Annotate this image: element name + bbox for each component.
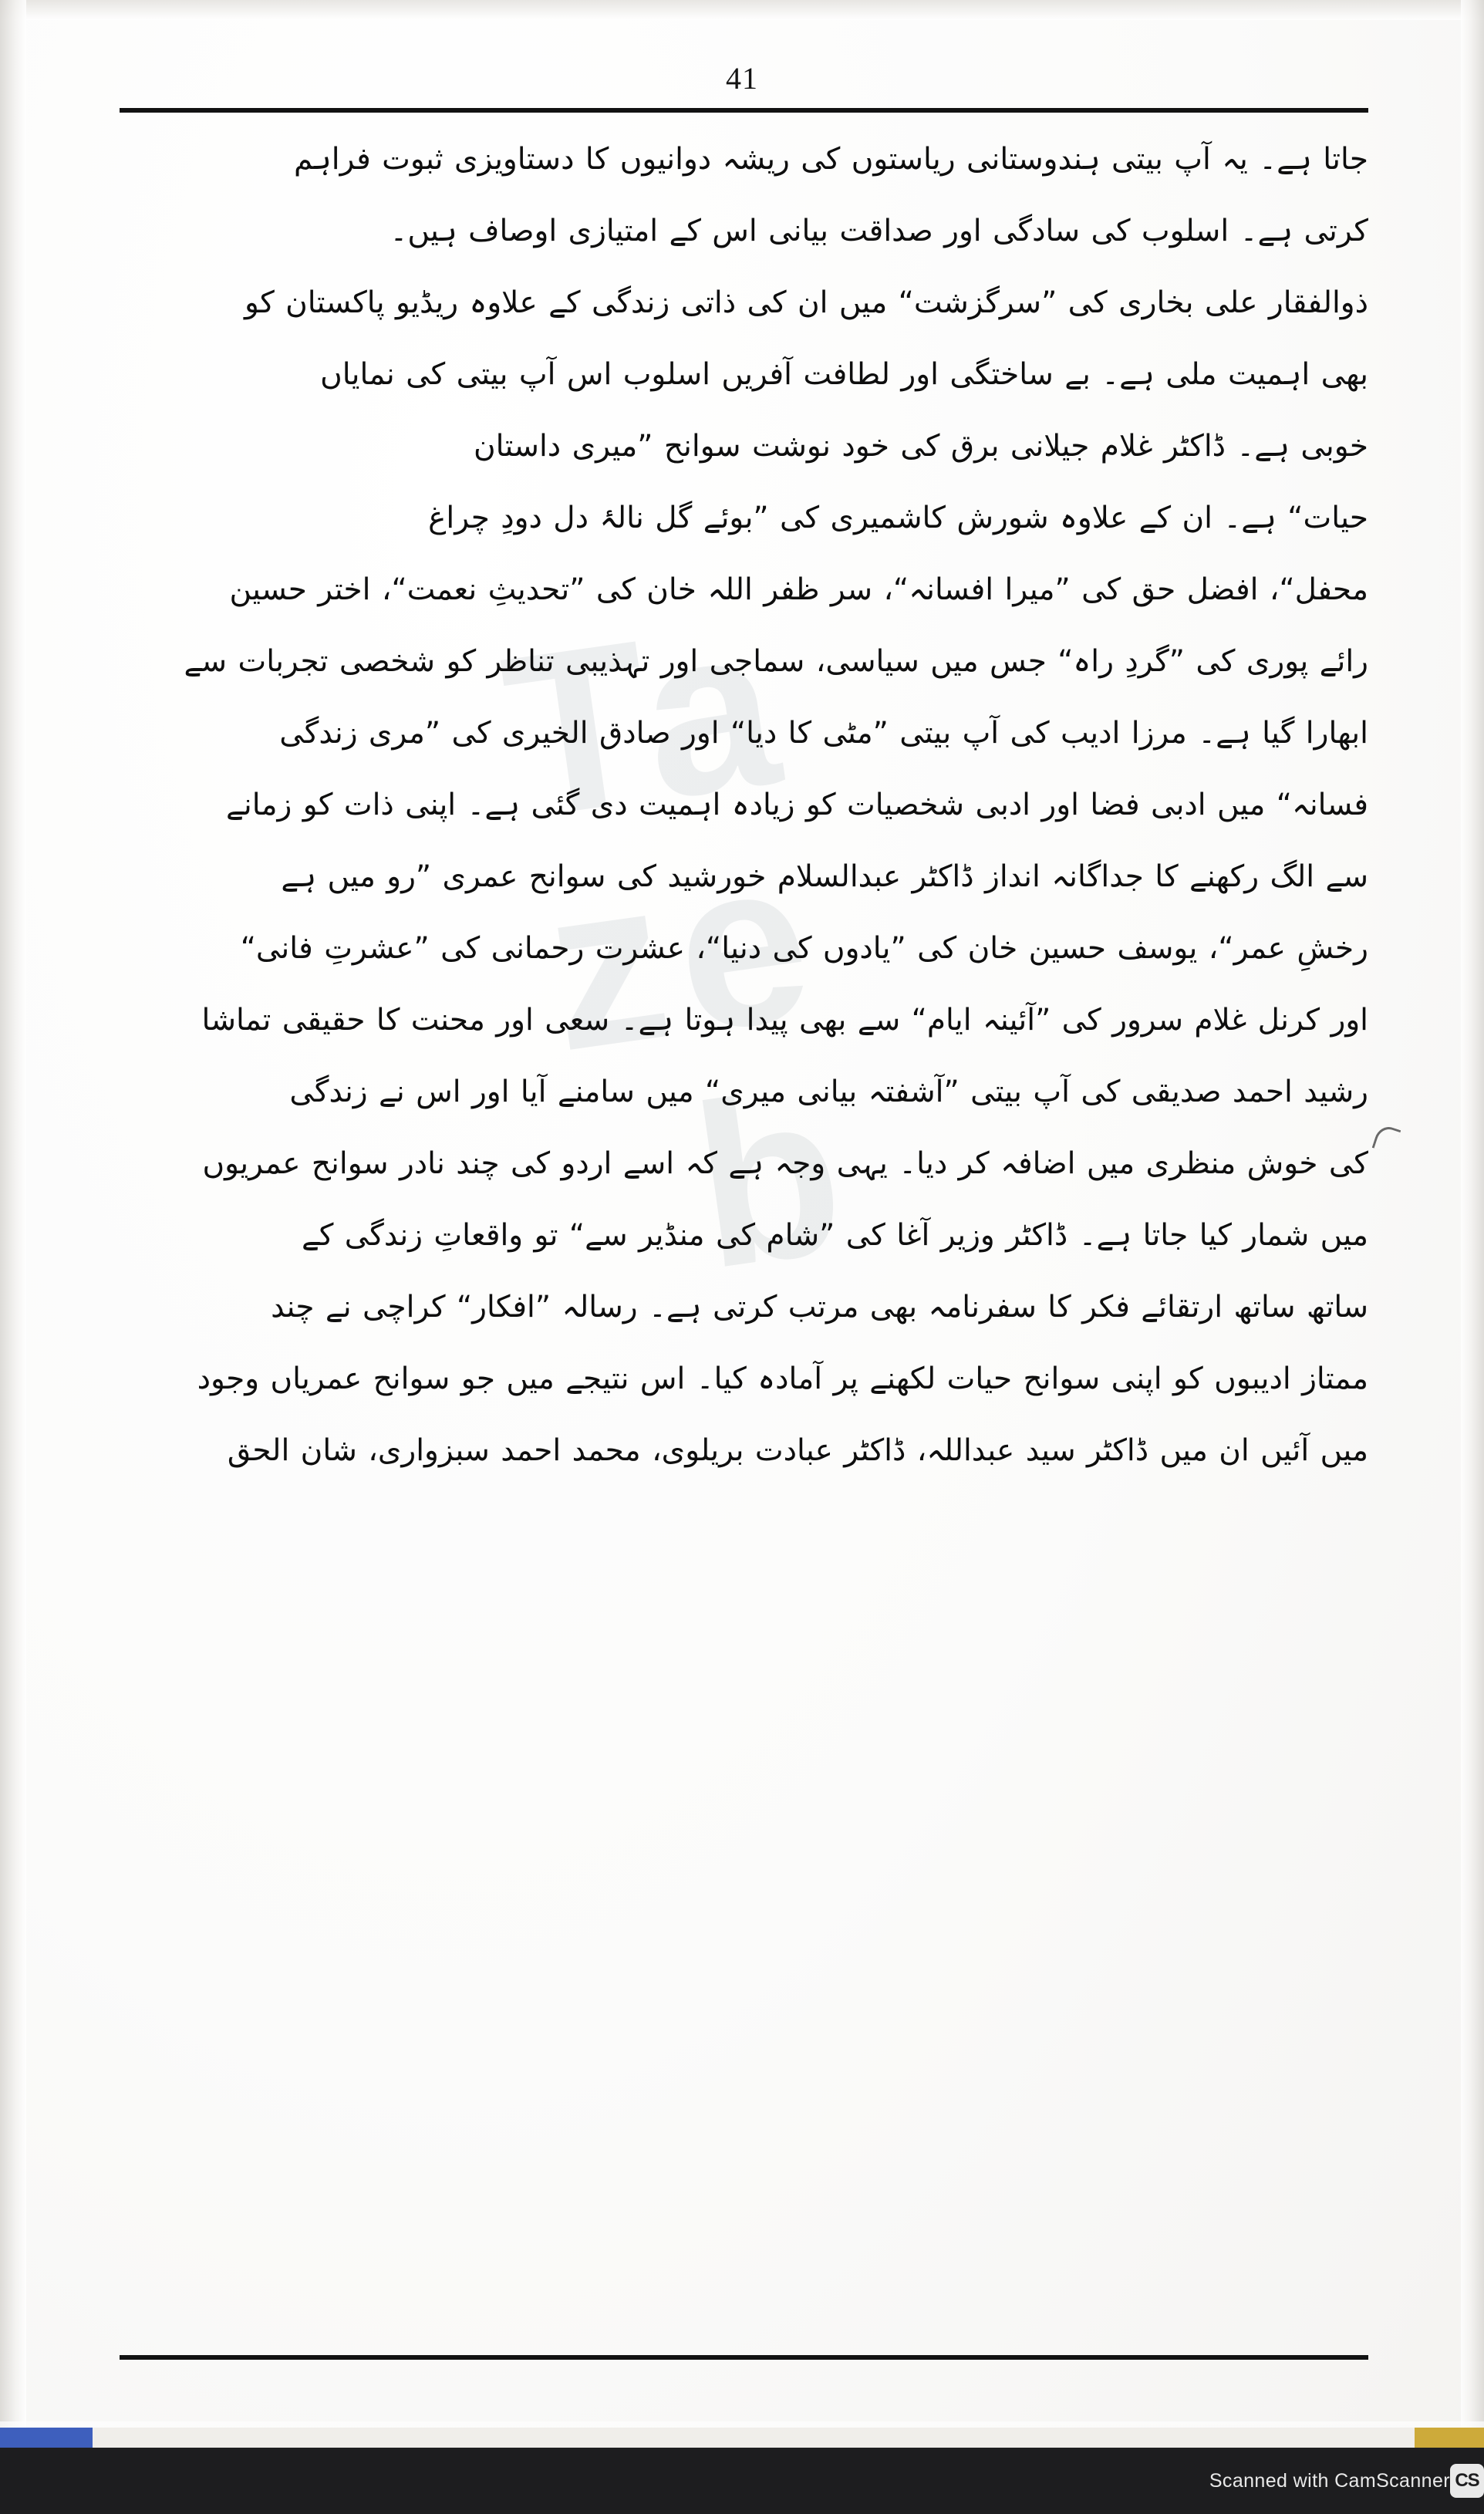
scan-edge-top — [0, 0, 1484, 20]
header-rule — [120, 108, 1368, 113]
text-line: جاتا ہے۔ یہ آپ بیتی ہندوستانی ریاستوں کی ریشہ دوانیوں کا دستاویزی ثبوت فراہم — [293, 142, 1368, 177]
text-line: کرتی ہے۔ اسلوب کی سادگی اور صداقت بیانی اس کے امتیازی اوصاف ہیں۔ — [390, 214, 1368, 248]
camscanner-logo-icon: CS — [1450, 2464, 1484, 2498]
camscanner-label: Scanned with CamScanner — [1209, 2469, 1450, 2492]
camscanner-bar — [0, 2448, 1484, 2514]
scanner-strip — [0, 2428, 1484, 2448]
text-line: ابھارا گیا ہے۔ مرزا ادیب کی آپ بیتی ”مٹی کا دیا“ اور صادق الخیری کی ”مری زندگی — [279, 716, 1368, 751]
text-line: ساتھ ساتھ ارتقائے فکر کا سفرنامہ بھی مرتب کرتی ہے۔ رسالہ ”افکار“ کراچی نے چند — [271, 1290, 1368, 1324]
text-line: محفل“، افضل حق کی ”میرا افسانہ“، سر ظفر اللہ خان کی ”تحدیثِ نعمت“، اختر حسین — [229, 572, 1368, 607]
body-text — [116, 123, 1368, 1486]
text-line: میں آئیں ان میں ڈاکٹر سید عبداللہ، ڈاکٹر عبادت بریلوی، محمد احمد سبزواری، شان الحق — [227, 1433, 1368, 1468]
text-line: ذوالفقار علی بخاری کی ”سرگزشت“ میں ان کی ذاتی زندگی کے علاوہ ریڈیو پاکستان کو — [245, 285, 1368, 320]
text-line: میں شمار کیا جاتا ہے۔ ڈاکٹر وزیر آغا کی ”شام کی منڈیر سے“ تو واقعاتِ زندگی کے — [301, 1218, 1368, 1253]
text-line: اور کرنل غلام سرور کی ”آئینہ ایام“ سے بھی پیدا ہوتا ہے۔ سعی اور محنت کا حقیقی تماشا — [201, 1003, 1368, 1038]
text-line: فسانہ“ میں ادبی فضا اور ادبی شخصیات کو زیادہ اہمیت دی گئی ہے۔ اپنی ذات کو زمانے — [226, 788, 1368, 822]
scanner-accent-right — [1415, 2428, 1484, 2448]
text-line: بھی اہمیت ملی ہے۔ بے ساختگی اور لطافت آفریں اسلوب اس آپ بیتی کی نمایاں — [320, 357, 1368, 392]
scanner-accent-left — [0, 2428, 93, 2448]
text-line: رائے پوری کی ”گردِ راہ“ جس میں سیاسی، سماجی اور تہذیبی تناظر کو شخصی تجربات سے — [184, 644, 1368, 679]
text-line: رشید احمد صدیقی کی آپ بیتی ”آشفتہ بیانی میری“ میں سامنے آیا اور اس نے زندگی — [289, 1075, 1368, 1109]
text-line: ممتاز ادیبوں کو اپنی سوانح حیات لکھنے پر آمادہ کیا۔ اس نتیجے میں جو سوانح عمریاں وجود — [197, 1362, 1368, 1396]
paragraph — [116, 123, 1368, 1486]
text-line: خوبی ہے۔ ڈاکٹر غلام جیلانی برق کی خود نوشت سوانح ”میری داستان — [474, 429, 1368, 464]
scan-edge-right — [1461, 0, 1484, 2514]
scan-edge-left — [0, 0, 26, 2514]
text-line: حیات“ ہے۔ ان کے علاوہ شورش کاشمیری کی ”بوئے گل نالۂ دل دودِ چراغ — [428, 501, 1368, 535]
page-number: 41 — [726, 61, 758, 96]
text-line: کی خوش منظری میں اضافہ کر دیا۔ یہی وجہ ہے کہ اسے اردو کی چند نادر سوانح عمریوں — [202, 1146, 1368, 1181]
footer-rule — [120, 2355, 1368, 2360]
text-line: رخشِ عمر“، یوسف حسین خان کی ”یادوں کی دنیا“، عشرت رحمانی کی ”عشرتِ فانی“ — [240, 931, 1368, 966]
text-line: سے الگ رکھنے کا جداگانہ انداز ڈاکٹر عبدالسلام خورشید کی سوانح عمری ”رو میں ہے — [281, 859, 1368, 894]
